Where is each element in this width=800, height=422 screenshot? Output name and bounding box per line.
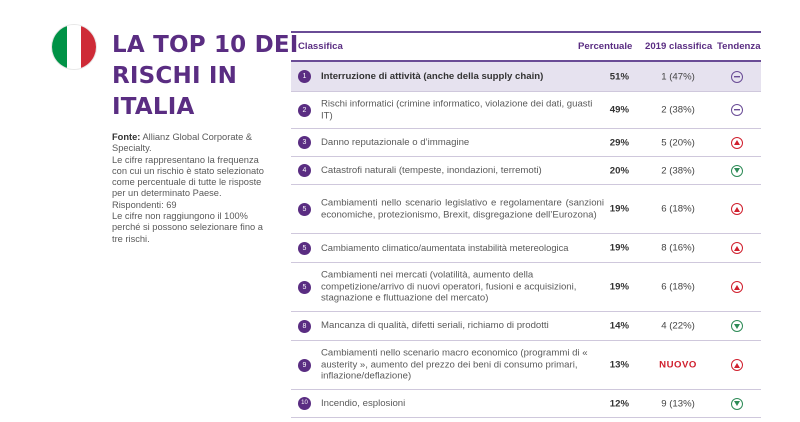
table-row: [291, 312, 761, 341]
note-frequency: Le cifre rappresentano la frequenza con cui un rischio è stato selezionato come percentuale di tutte le risposte per un determinato Paese.: [112, 154, 264, 199]
risk-text: Cambiamenti nello scenario macro economico (programmi di « austerity », aumento del prezzo dei beni di consumo primari, inflazione/deflazione): [321, 347, 588, 382]
trend-up-icon: [731, 242, 743, 254]
note-respondents: Rispondenti: 69: [112, 199, 177, 210]
table-row: [291, 185, 761, 234]
rank-badge: 1: [298, 70, 311, 83]
risk-text: Cambiamenti nei mercati (volatilità, aumento della competizione/arrivo di nuovi operatori, fusioni e acquisizioni, stagnazione e fluttuazione del mercato): [321, 269, 577, 304]
trend-up-icon: [731, 137, 743, 149]
risk-text: Interruzione di attività (anche della supply chain): [321, 70, 544, 82]
title-line: ITALIA: [112, 94, 195, 120]
percent-value: 29%: [609, 137, 629, 148]
trend-up-icon: [731, 203, 743, 215]
percent-value: 19%: [609, 281, 629, 293]
rank-badge: 2: [298, 104, 311, 117]
prev-rank: 9 (13%): [661, 398, 695, 409]
prev-rank: 6 (18%): [661, 203, 695, 215]
risk-table: [291, 31, 761, 418]
risk-text: Danno reputazionale o d’immagine: [321, 136, 470, 148]
table-row: [291, 234, 761, 263]
percent-value: 49%: [609, 104, 629, 116]
italy-flag-icon: [52, 25, 96, 69]
source-line: [112, 132, 274, 155]
table-row: [291, 157, 761, 185]
prev-rank: 5 (20%): [661, 137, 695, 148]
rank-badge: 8: [298, 320, 311, 333]
percent-value: 19%: [609, 242, 629, 254]
trend-up-icon: [731, 359, 743, 371]
title-line: LA TOP 10 DEI: [112, 32, 299, 58]
header-trend: Tendenza: [717, 41, 761, 52]
table-header: [291, 31, 761, 62]
rank-badge: 5: [298, 203, 311, 216]
percent-value: 51%: [609, 71, 629, 82]
note-percent: Le cifre non raggiungono il 100% perché si possono selezionare fino a tre rischi.: [112, 211, 263, 244]
prev-rank: 2 (38%): [661, 165, 695, 176]
prev-rank: 2 (38%): [661, 104, 695, 116]
risk-text: Catastrofi naturali (tempeste, inondazioni, terremoti): [321, 164, 542, 176]
trend-down-icon: [731, 165, 743, 177]
source-text: Allianz Global Corporate & Specialty.: [112, 132, 253, 154]
risk-text: Incendio, esplosioni: [321, 397, 406, 409]
source-notes: [112, 132, 274, 245]
risk-text: Rischi informatici (crimine informatico, violazione dei dati, guasti IT): [321, 98, 593, 121]
trend-flat-icon: [731, 104, 743, 116]
prev-rank: 1 (47%): [661, 71, 695, 82]
header-percent: Percentuale: [578, 41, 633, 52]
table-row: [291, 341, 761, 390]
trend-flat-icon: [731, 71, 743, 83]
page-title: [112, 30, 299, 123]
risk-text: Cambiamento climatico/aumentata instabilità metereologica: [321, 242, 569, 254]
header-prev: 2019 classifica: [645, 41, 713, 52]
header-rank: Classifica: [298, 41, 343, 52]
table-row: [291, 390, 761, 418]
rank-badge: 4: [298, 164, 311, 177]
rank-badge: 9: [298, 359, 311, 372]
rank-badge: 5: [298, 281, 311, 294]
percent-value: 19%: [609, 203, 629, 215]
source-label: Fonte:: [112, 132, 141, 142]
prev-rank: 8 (16%): [661, 242, 695, 254]
table-row: [291, 62, 761, 92]
table-row: [291, 129, 761, 157]
table-row: [291, 92, 761, 129]
trend-down-icon: [731, 398, 743, 410]
risk-text: Mancanza di qualità, difetti seriali, richiamo di prodotti: [321, 320, 549, 332]
title-line: RISCHI IN: [112, 63, 238, 89]
percent-value: 13%: [609, 359, 629, 371]
prev-rank: 4 (22%): [661, 320, 695, 332]
percent-value: 12%: [609, 398, 629, 409]
percent-value: 20%: [609, 165, 629, 176]
rank-badge: 3: [298, 136, 311, 149]
trend-down-icon: [731, 320, 743, 332]
rank-badge: 10: [298, 397, 311, 410]
rank-badge: 5: [298, 242, 311, 255]
percent-value: 14%: [609, 320, 629, 332]
prev-rank: 6 (18%): [661, 281, 695, 293]
risk-text: Cambiamenti nello scenario legislativo e regolamentare (sanzioni economiche, protezionismo, Brexit, disgregazione dell’Eurozona): [321, 197, 604, 220]
trend-up-icon: [731, 281, 743, 293]
table-row: [291, 263, 761, 312]
new-badge: NUOVO: [659, 359, 697, 371]
